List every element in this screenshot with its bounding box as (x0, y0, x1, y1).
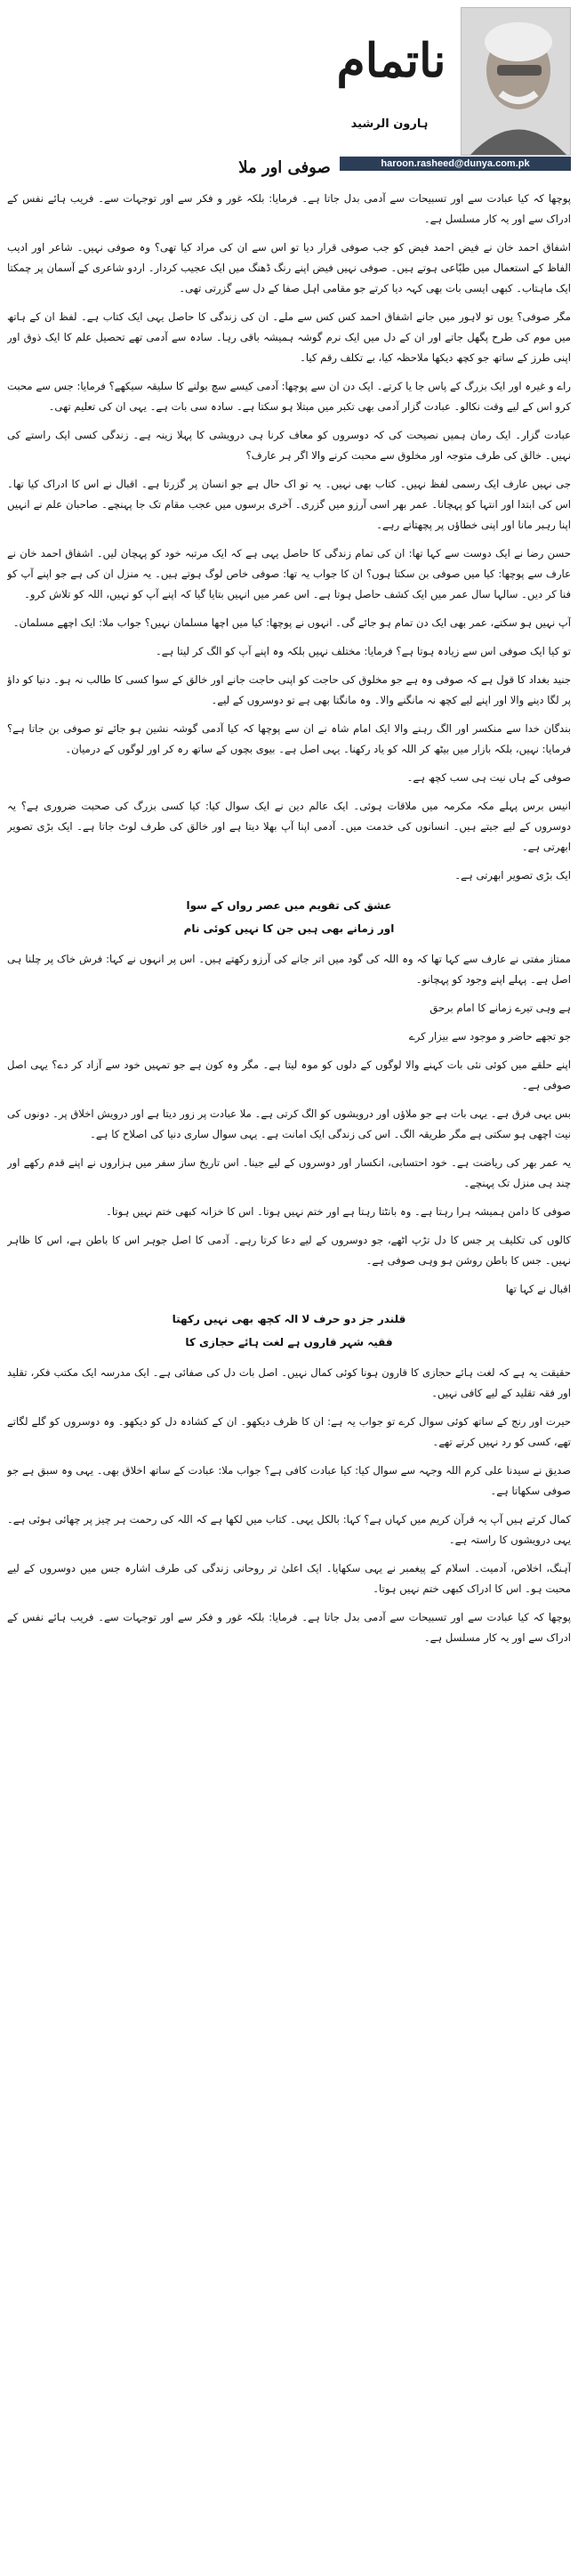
paragraph: ممتاز مفتی نے عارف سے کہا تھا کہ وہ اللہ کی گود میں اتر جانے کی آرزو رکھتے ہیں۔ اس پر انہوں نے کہا: فرش خاک پر چلنا ہی اصل ہے۔ پہلے اپنے وجود کو پہچانو۔ (7, 953, 571, 986)
author-portrait-image (462, 8, 570, 155)
article-section-3 (7, 1363, 571, 1648)
paragraph: ہے وہی تیرے زمانے کا امام برحق (429, 1002, 571, 1014)
paragraph: جنید بغداد کا قول ہے کہ صوفی وہ ہے جو مخلوق کی حاجت کو اپنی حاجت جانے اور خالق کے سوا کسی کا طالب نہ ہو۔ دنیا کو داؤ پر لگا دینے والا اور اپنے لیے کچھ نہ مانگنے والا۔ وہ مانگتا بھی ہے تو دوسروں کے لیے۔ (7, 673, 571, 706)
paragraph: تو کیا ایک صوفی اس سے زیادہ ہوتا ہے؟ فرمایا: مختلف نہیں بلکہ وہ اپنے آپ کو الگ کر لیتا ہے۔ (155, 645, 571, 657)
column-header (0, 0, 578, 177)
article-section-2 (7, 949, 571, 1300)
column-title: ناتمام (336, 34, 446, 88)
paragraph: حقیقت یہ ہے کہ لغت ہائے حجازی کا قارون ہونا کوئی کمال نہیں۔ اصل بات دل کی صفائی ہے۔ ایک مدرسہ ایک مکتب فکر، تقلید اور فقہ تقلید کے لیے کافی نہیں۔ (7, 1366, 571, 1399)
paragraph: آپ نہیں ہو سکتے، عمر بھی ایک دن تمام ہو جائے گی۔ انہوں نے پوچھا: کیا میں اچھا مسلمان نہیں؟ جواب ملا: ایک اچھے مسلمان۔ (12, 616, 571, 629)
paragraph: صدیق نے سیدنا علی کرم اللہ وجہہ سے سوال کیا: کیا عبادت کافی ہے؟ جواب ملا: عبادت کے ساتھ اخلاق بھی۔ یہی وہ سبق ہے جو صوفی سکھاتا ہے۔ (7, 1464, 571, 1497)
paragraph: کالوں کی تکلیف پر جس کا دل تڑپ اٹھے، جو دوسروں کے لیے دعا کرتا رہے۔ آدمی کا اصل جوہر اس کا باطن ہے، اس کا ظاہر نہیں۔ جس کا باطن روشن ہو وہی صوفی ہے۔ (7, 1234, 571, 1267)
paragraph: پوچھا کہ کیا عبادت سے اور تسبیحات سے آدمی بدل جاتا ہے۔ فرمایا: بلکہ غور و فکر سے اور توجہات سے۔ فریب ہائے نفس کے ادراک سے اور یہ کار مسلسل ہے۔ (7, 192, 571, 225)
verse-line: عشق کی تقویم میں عصر رواں کے سوا (186, 899, 392, 912)
article-section-1 (7, 189, 571, 886)
verse-2 (7, 1308, 571, 1354)
paragraph: صوفی کا دامن ہمیشہ ہرا رہتا ہے۔ وہ بانٹتا رہتا ہے اور ختم نہیں ہوتا۔ اس کا خزانہ کبھی ختم نہیں ہوتا۔ (106, 1205, 571, 1218)
verse-line: قلندر جز دو حرف لا الہ کچھ بھی نہیں رکھتا (172, 1313, 406, 1325)
paragraph: یہ عمر بھر کی ریاضت ہے۔ خود احتسابی، انکسار اور دوسروں کے لیے جینا۔ اس تاریخ ساز سفر میں ہزاروں نے اپنے قدم رکھے اور چند ہی منزل تک پہنچے۔ (7, 1156, 571, 1189)
paragraph: حسن رضا نے ایک دوست سے کہا تھا: ان کی تمام زندگی کا حاصل یہی ہے کہ ایک مرتبہ خود کو پہچان لیں۔ اشفاق احمد خان نے عارف سے پوچھا: کیا میں صوفی بن سکتا ہوں؟ ان کا جواب یہ تھا: صوفی خاص لوگ ہوتے ہیں۔ یہ منزل ان کی ہے جو اپنے آپ کو فنا کر دیں۔ سالہا سال عمر میں ایک کشف حاصل ہوتا ہے۔ اس عمر میں انہیں بتایا گیا کہ اپنے آپ کو نہیں، اللہ کو تلاش کرو۔ (7, 547, 571, 600)
author-email: haroon.rasheed@dunya.com.pk (340, 157, 571, 171)
article-body (7, 189, 571, 2568)
paragraph: اشفاق احمد خان نے فیض احمد فیض کو جب صوفی قرار دیا تو اس سے ان کی مراد کیا تھی؟ وہ صوفی نہیں۔ شاعر اور ادیب الفاظ کے استعمال میں طبّاعی ہوتے ہیں۔ صوفی نہیں فیض اپنے رنگ ڈھنگ میں ایک عجیب کردار۔ اردو شاعری کے آسمان پر چمکتا ایک ماہتاب۔ کبھی ایسی بات بھی کہہ دیا کرتے جو مقامی اہل صفا کے دل سے گزرتی تھی۔ (7, 241, 571, 294)
author-name: ہارون الرشید (350, 117, 429, 131)
paragraph: حیرت اور رنج کے ساتھ کوئی سوال کرے تو جواب یہ ہے: ان کا ظرف دیکھو۔ ان کے کشادہ دل کو دیکھو۔ وہ دوسروں کو گلے لگاتے تھے، کسی کو رد نہیں کرتے تھے۔ (7, 1415, 571, 1448)
paragraph: راے و غیرہ اور ایک بزرگ کے پاس جا یا کرتے۔ ایک دن ان سے پوچھا: آدمی کیسے سچ بولنے کا سلیقہ سیکھے؟ فرمایا: جس سے محبت کرو اس کے لیے وقت نکالو۔ عبادت گزار آدمی بھی تکبر میں مبتلا ہو سکتا ہے۔ سادہ سی بات ہے۔ یہی ان کی تعلیم تھی۔ (7, 380, 571, 413)
paragraph: جو تجھے حاضر و موجود سے بیزار کرے (408, 1030, 571, 1042)
author-portrait (461, 7, 571, 156)
paragraph: عبادت گزار۔ ایک رمان ہمیں نصیحت کی کہ دوسروں کو معاف کرنا ہی درویشی کا پہلا زینہ ہے۔ زندگی کسی ایک راستے کی نہیں۔ خالق کی طرف متوجہ اور مخلوق سے محبت کرنے والا اگر ہر عارف؟ (7, 429, 571, 462)
paragraph: کمال کرتے ہیں آپ یہ قرآن کریم میں کہاں ہے؟ کہا: بالکل یہی۔ کتاب میں لکھا ہے کہ اللہ کی رحمت ہر چیز پر چھائی ہوئی ہے۔ یہی درویشوں کا راستہ ہے۔ (7, 1513, 571, 1546)
paragraph: انیس برس پہلے مکہ مکرمہ میں ملاقات ہوئی۔ ایک عالم دین نے ایک سوال کیا: کیا کسی بزرگ کی صحبت ضروری ہے؟ یہ دوسروں کے لیے جیتے ہیں۔ انسانوں کی خدمت میں۔ آدمی اپنا آپ بھلا دیتا ہے اور خالق کی طرف لوٹ جاتا ہے۔ ایک بڑی تصویر ابھرتی ہے۔ (7, 800, 571, 853)
paragraph: ایک بڑی تصویر ابھرتی ہے۔ (454, 869, 571, 881)
paragraph: بس یہی فرق ہے۔ یہی بات ہے جو ملاؤں اور درویشوں کو الگ کرتی ہے۔ ملا عبادت پر زور دیتا ہے اور درویش اخلاق پر۔ دونوں کی نیت اچھی ہو سکتی ہے مگر طریقہ الگ۔ اس کی زندگی ایک امانت ہے۔ یہی سوال ساری دنیا کی اصلاح کا ہے۔ (7, 1107, 571, 1140)
paragraph: اپنے حلقے میں کوئی نئی بات کہنے والا لوگوں کے دلوں کو موہ لیتا ہے۔ مگر وہ کون ہے جو تمہیں خود سے آزاد کر دے؟ یہی اصل صوفی ہے۔ (7, 1059, 571, 1091)
verse-line: فقیہ شہر قاروں ہے لغت ہائے حجازی کا (185, 1336, 393, 1348)
article-title: صوفی اور ملا (238, 158, 331, 177)
paragraph: اقبال نے کہا تھا (505, 1283, 571, 1295)
paragraph: مگر صوفی؟ یوں تو لاہور میں جانے اشفاق احمد کس کس سے ملے۔ ان کی زندگی کا حاصل یہی ایک کتاب ہے۔ لفظ ان کے ہاتھ میں موم کی طرح پگھل جاتے اور ان کے دل میں ایک نرم گوشہ ہمیشہ باقی رہا۔ سادہ سے آدمی تھے تحصیل علم کا ایک ذوق اور اپنی طرز کے ساتھ جو کچھ دیکھا ملاحظہ کیا، بے تکلف رقم کیا۔ (7, 310, 571, 364)
verse-1 (7, 894, 571, 940)
paragraph: صوفی کے ہاں نیت ہی سب کچھ ہے۔ (406, 771, 571, 784)
paragraph: پوچھا کہ کیا عبادت سے اور تسبیحات سے آدمی بدل جاتا ہے۔ فرمایا: بلکہ غور و فکر سے اور توجہات سے۔ فریب ہائے نفس کے ادراک سے اور یہ کار مسلسل ہے۔ (7, 1611, 571, 1644)
paragraph: جی نہیں عارف ایک رسمی لفظ نہیں۔ کتاب بھی نہیں۔ یہ تو اک حال ہے جو انسان پر گزرتا ہے۔ اقبال نے اس کا ادراک کیا تھا۔ اس کی ابتدا اور انتہا کو پہچانا۔ عمر بھر اسی آرزو میں گزری۔ آخری برسوں میں عجب مقام تک جا پہنچے۔ صاحبان علم نے انہیں اپنا رہبر مانا اور اپنی خطاؤں پر پچھتاتے رہے۔ (7, 478, 571, 531)
paragraph: آہنگ، اخلاص، آدمیت۔ اسلام کے پیغمبر نے یہی سکھایا۔ ایک اعلیٰ تر روحانی زندگی کی طرف اشارہ جس میں دوسروں کے لیے محبت ہو۔ اس کا ادراک کبھی ختم نہیں ہوتا۔ (7, 1562, 571, 1595)
paragraph: بندگان خدا سے منکسر اور الگ رہنے والا ایک امام شاہ نے ان سے پوچھا کہ کیا آدمی گوشہ نشین ہو جائے تو صوفی بن جاتا ہے؟ فرمایا: نہیں، بلکہ بازار میں بیٹھ کر اللہ کو یاد رکھنا۔ یہی اصل ہے۔ بیوی بچوں کے ساتھ رہ کر اور لوگوں کے درمیان۔ (7, 722, 571, 755)
verse-line: اور زمانے بھی ہیں جن کا نہیں کوئی نام (183, 922, 395, 935)
